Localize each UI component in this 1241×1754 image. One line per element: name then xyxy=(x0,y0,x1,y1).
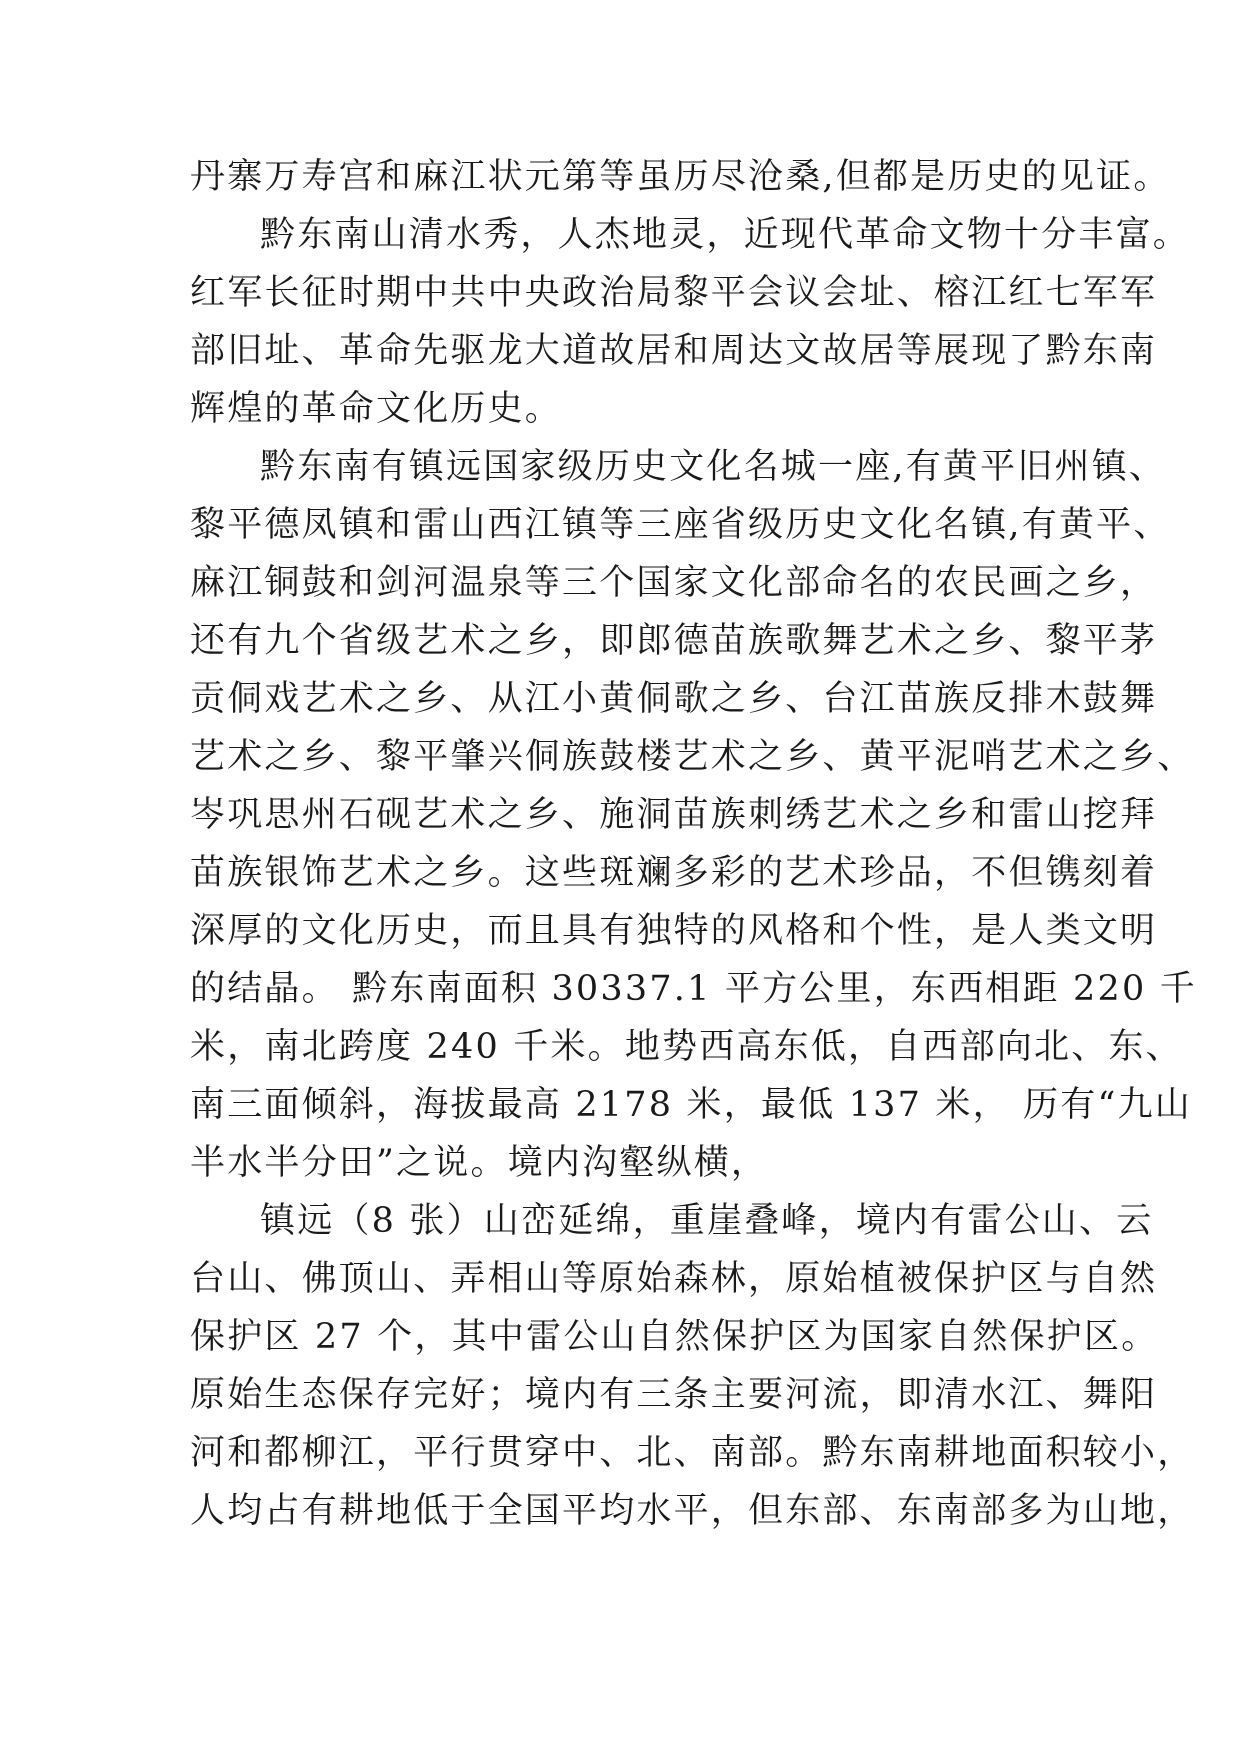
text-line: 黎平德凤镇和雷山西江镇等三座省级历史文化名镇,有黄平、 xyxy=(190,505,1171,545)
text-line: 保护区 27 个，其中雷公山自然保护区为国家自然保护区。 xyxy=(190,1317,1159,1357)
text-line: 原始生态保存完好；境内有三条主要河流，即清水江、舞阳 xyxy=(190,1375,1158,1415)
text-line: 苗族银饰艺术之乡。这些斑斓多彩的艺术珍品，不但镌刻着 xyxy=(190,853,1158,893)
text-line: 贡侗戏艺术之乡、从江小黄侗歌之乡、台江苗族反排木鼓舞 xyxy=(190,679,1158,719)
text-line: 的结晶。 黔东南面积 30337.1 平方公里，东西相距 220 千 xyxy=(190,969,1197,1009)
text-line: 麻江铜鼓和剑河温泉等三个国家文化部命名的农民画之乡， xyxy=(190,563,1158,603)
text-line: 台山、佛顶山、弄相山等原始森林，原始植被保护区与自然 xyxy=(190,1259,1158,1299)
text-line: 深厚的文化历史，而且具有独特的风格和个性，是人类文明 xyxy=(190,911,1158,951)
paragraph-start-line: 黔东南有镇远国家级历史文化名城一座,有黄平旧州镇、 xyxy=(260,447,1167,487)
text-line: 红军长征时期中共中央政治局黎平会议会址、榕江红七军军 xyxy=(190,273,1158,313)
text-line: 还有九个省级艺术之乡，即郎德苗族歌舞艺术之乡、黎平茅 xyxy=(190,621,1158,661)
text-line: 米，南北跨度 240 千米。地势西高东低，自西部向北、东、 xyxy=(190,1027,1183,1067)
body-text xyxy=(190,148,1197,1540)
text-line: 岑巩思州石砚艺术之乡、施洞苗族刺绣艺术之乡和雷山挖拜 xyxy=(190,795,1158,835)
text-line: 艺术之乡、黎平肇兴侗族鼓楼艺术之乡、黄平泥哨艺术之乡、 xyxy=(190,737,1195,777)
paragraph-start-line: 黔东南山清水秀，人杰地灵，近现代革命文物十分丰富。 xyxy=(260,215,1191,255)
text-line: 南三面倾斜，海拔最高 2178 米，最低 137 米， 历有“九山 xyxy=(190,1085,1192,1125)
text-line: 半水半分田”之说。境内沟壑纵横， xyxy=(190,1143,769,1183)
text-line: 丹寨万寿宫和麻江状元第等虽历尽沧桑,但都是历史的见证。 xyxy=(190,157,1171,197)
text-line: 人均占有耕地低于全国平均水平，但东部、东南部多为山地， xyxy=(190,1491,1195,1531)
text-line: 部旧址、革命先驱龙大道故居和周达文故居等展现了黔东南 xyxy=(190,331,1158,371)
paragraph-start-line: 镇远（8 张）山峦延绵，重崖叠峰，境内有雷公山、云 xyxy=(260,1201,1154,1241)
text-line: 河和都柳江，平行贯穿中、北、南部。黔东南耕地面积较小， xyxy=(190,1433,1195,1473)
text-line: 辉煌的革命文化历史。 xyxy=(190,389,563,429)
